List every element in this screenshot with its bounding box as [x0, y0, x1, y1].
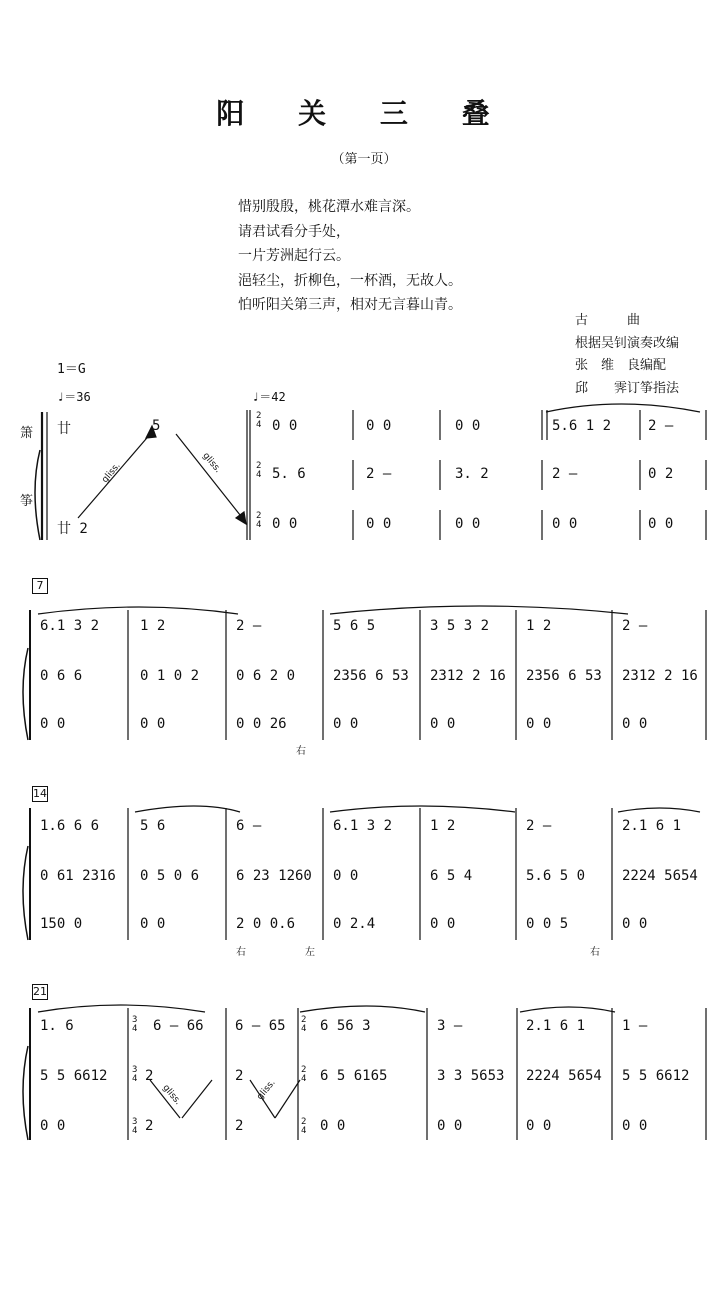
- zheng-upper-measure: 2356 6 53: [333, 668, 409, 684]
- xiao-measure: 2 –: [648, 418, 674, 434]
- xiao-measure: 2.1 6 1: [622, 818, 682, 834]
- time-sig-xiao-1: 2 4: [256, 411, 262, 430]
- zheng-upper-measure: 6 5 4: [430, 868, 473, 884]
- zheng-lower-measure: 0 0: [622, 716, 648, 732]
- left-hand-mark: 左: [305, 947, 315, 958]
- xiao-measure: 1. 6: [40, 1018, 74, 1034]
- zheng-upper-measure: 5.6 5 0: [526, 868, 586, 884]
- zheng-upper-measure: 2312 2 16: [430, 668, 506, 684]
- zheng-upper-measure: 6 5 6165: [320, 1068, 388, 1084]
- xiao-measure: 2 –: [622, 618, 648, 634]
- xiao-measure: 2 –: [526, 818, 552, 834]
- tempo-main: ♩＝42: [252, 390, 286, 404]
- time-sig-24-zheng: 2 4: [301, 1065, 307, 1084]
- zheng-upper-measure: 2: [235, 1068, 244, 1084]
- instrument-label-zheng: 筝: [20, 494, 34, 509]
- xiao-measure: 5 6 5: [333, 618, 376, 634]
- page-subtitle: （第一页）: [331, 152, 397, 167]
- xiao-measure: 3 –: [437, 1018, 463, 1034]
- zheng-lower-measure: 0 0 26: [236, 716, 287, 732]
- zheng-lower-measure: 0 0: [140, 916, 166, 932]
- zheng-upper-measure: 2224 5654: [622, 868, 698, 884]
- credit-arranger: 张 维 良编配: [575, 358, 667, 374]
- zheng-upper-measure: 2356 6 53: [526, 668, 602, 684]
- zheng-upper-measure: 2224 5654: [526, 1068, 602, 1084]
- zheng-lower-measure: 0 0: [40, 716, 66, 732]
- zheng-lower-measure: 0 0: [622, 1118, 648, 1134]
- time-sig-34-zheng: 3 4: [132, 1065, 138, 1084]
- xiao-intro-note: 5: [152, 418, 161, 434]
- zheng-upper-measure: 2 –: [366, 466, 392, 482]
- poem-line: 怕听阳关第三声，相对无言暮山青。: [238, 297, 462, 313]
- credit-origin: 古 曲: [575, 313, 641, 328]
- zheng-upper-measure: 3. 2: [455, 466, 489, 482]
- zheng-lower-measure: 0 0: [430, 716, 456, 732]
- xiao-measure: 6 56 3: [320, 1018, 371, 1034]
- zheng-lower-measure: 0 0: [140, 716, 166, 732]
- time-sig-24-zheng-lower: 2 4: [301, 1117, 307, 1136]
- xiao-measure: 1 –: [622, 1018, 648, 1034]
- poem-line: 一片芳洲起行云。: [238, 248, 350, 264]
- time-sig-34-xiao: 3 4: [132, 1015, 138, 1034]
- zheng-lower-measure: 0 0: [526, 716, 552, 732]
- free-meter-mark: 廿: [57, 421, 71, 437]
- zheng-lower-measure: 0 0: [552, 516, 578, 532]
- xiao-measure: 1 2: [430, 818, 456, 834]
- zheng-upper-measure: 5 5 6612: [622, 1068, 690, 1084]
- poem-line: 惜别殷殷，桃花潭水难言深。: [238, 199, 420, 215]
- zheng-upper-measure: 0 61 2316: [40, 868, 116, 884]
- zheng-upper-measure: 0 6 2 0: [236, 668, 296, 684]
- zheng-upper-measure: 0 6 6: [40, 668, 83, 684]
- xiao-measure: 6 – 65: [235, 1018, 286, 1034]
- xiao-measure: 5.6 1 2: [552, 418, 612, 434]
- zheng-upper-measure: 5. 6: [272, 466, 306, 482]
- xiao-measure: 6 – 66: [153, 1018, 204, 1034]
- zheng-upper-measure: 0 2: [648, 466, 674, 482]
- poem-line: 浥轻尘，折柳色，一杯酒，无故人。: [238, 272, 462, 289]
- zheng-lower-measure: 2: [235, 1118, 244, 1134]
- zheng-upper-measure: 0 0: [333, 868, 359, 884]
- xiao-measure: 0 0: [272, 418, 298, 434]
- zheng-upper-measure: 2312 2 16: [622, 668, 698, 684]
- instrument-label-xiao: 箫: [20, 426, 34, 441]
- gliss-mark: gliss.: [160, 1082, 183, 1108]
- zheng-lower-measure: 0 0: [366, 516, 392, 532]
- zheng-upper-measure: 3 3 5653: [437, 1068, 505, 1084]
- poem-line: 请君试看分手处，: [238, 223, 350, 240]
- xiao-measure: 2 –: [236, 618, 262, 634]
- zheng-lower-measure: 150 0: [40, 916, 83, 932]
- time-sig-34-zheng-lower: 3 4: [132, 1117, 138, 1136]
- zheng-lower-measure: 2: [145, 1118, 154, 1134]
- credit-fingering: 邱 霁订筝指法: [575, 380, 680, 396]
- zheng-lower-measure: 0 2.4: [333, 916, 376, 932]
- zheng-lower-measure: 0 0: [333, 716, 359, 732]
- xiao-measure: 3 5 3 2: [430, 618, 490, 634]
- zheng-lower-measure: 0 0: [40, 1118, 66, 1134]
- right-hand-mark: 右: [296, 746, 306, 757]
- zheng-upper-measure: 2 –: [552, 466, 578, 482]
- time-sig-zheng-1: 2 4: [256, 461, 262, 480]
- right-hand-mark: 右: [236, 947, 246, 958]
- zheng-upper-measure: 5 5 6612: [40, 1068, 108, 1084]
- xiao-measure: 2.1 6 1: [526, 1018, 586, 1034]
- key-signature: 1＝G: [57, 362, 86, 377]
- zheng-lower-measure: 0 0: [526, 1118, 552, 1134]
- zheng-lower-measure: 0 0 5: [526, 916, 569, 932]
- page-title: 阳 关 三 叠: [216, 97, 512, 130]
- right-hand-mark: 右: [590, 947, 600, 958]
- zheng-upper-measure: 0 5 0 6: [140, 868, 200, 884]
- zheng-lower-intro: 廿 2: [57, 521, 88, 537]
- credit-arranged-from: 根据吴钊演奏改编: [575, 335, 680, 351]
- xiao-measure: 0 0: [366, 418, 392, 434]
- time-sig-24-xiao: 2 4: [301, 1015, 307, 1034]
- xiao-measure: 6.1 3 2: [333, 818, 393, 834]
- zheng-upper-measure: 2: [145, 1068, 154, 1084]
- gliss-mark-down: gliss.: [200, 450, 223, 476]
- bar-number-7: 7: [32, 578, 48, 594]
- zheng-lower-measure: 0 0: [320, 1118, 346, 1134]
- time-sig-zheng-lower-1: 2 4: [256, 511, 262, 530]
- bar-number-14: 14: [33, 787, 47, 800]
- zheng-upper-measure: 0 1 0 2: [140, 668, 200, 684]
- xiao-measure: 1.6 6 6: [40, 818, 100, 834]
- xiao-measure: 1 2: [140, 618, 166, 634]
- zheng-lower-measure: 0 0: [437, 1118, 463, 1134]
- zheng-lower-measure: 0 0: [648, 516, 674, 532]
- gliss-mark-up: gliss.: [100, 460, 123, 486]
- xiao-measure: 6 –: [236, 818, 262, 834]
- xiao-measure: 6.1 3 2: [40, 618, 100, 634]
- xiao-measure: 0 0: [455, 418, 481, 434]
- xiao-measure: 5 6: [140, 818, 166, 834]
- zheng-lower-measure: 0 0: [430, 916, 456, 932]
- zheng-lower-measure: 2 0 0.6: [236, 916, 296, 932]
- zheng-lower-measure: 0 0: [455, 516, 481, 532]
- bar-number-21: 21: [33, 985, 47, 998]
- zheng-lower-measure: 0 0: [272, 516, 298, 532]
- tempo-intro: ♩＝36: [57, 390, 91, 404]
- zheng-upper-measure: 6 23 1260: [236, 868, 312, 884]
- gliss-mark: gliss.: [255, 1077, 278, 1103]
- xiao-measure: 1 2: [526, 618, 552, 634]
- zheng-lower-measure: 0 0: [622, 916, 648, 932]
